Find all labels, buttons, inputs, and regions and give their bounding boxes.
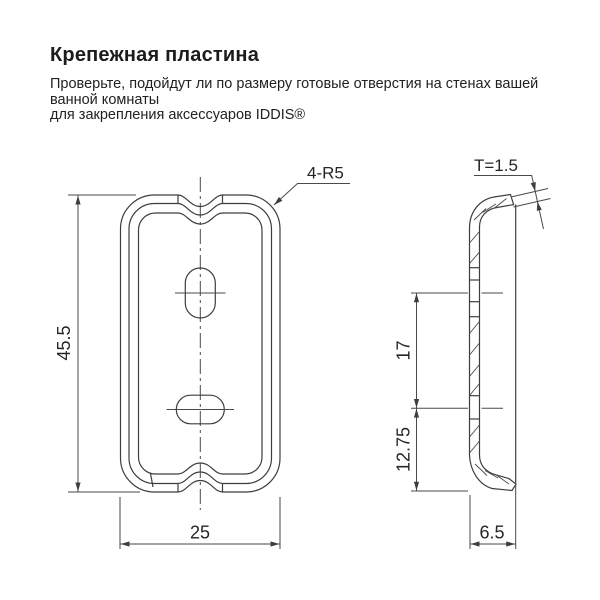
lower-offset-label: 12.75: [393, 426, 414, 473]
lower-offset-dimension: [394, 408, 469, 491]
thickness-callout: [474, 156, 551, 229]
profile-outline: [470, 195, 517, 491]
height-dimension: [54, 195, 140, 492]
thickness-label: T=1.5: [474, 156, 518, 175]
page-title-text: Крепежная пластина: [50, 44, 260, 66]
description-line-1: Проверьте, подойдут ли по размеру готовые отверстия на стенах вашей ванной комнаты: [50, 76, 539, 108]
corner-radius-label: 4-R5: [307, 163, 344, 183]
depth-dimension: [470, 483, 516, 549]
hole-spacing-dimension: [394, 293, 504, 408]
width-dimension: [120, 497, 280, 549]
side-view: [394, 156, 551, 549]
height-dimension-label: 45.5: [54, 325, 74, 361]
corner-radius-callout: [274, 164, 350, 206]
corner-tangent-tick: [151, 474, 154, 488]
front-view: [54, 164, 350, 550]
section-hatching: [470, 199, 510, 485]
width-dimension-label: 25: [189, 522, 211, 543]
hole-spacing-label: 17: [393, 340, 414, 361]
description-line-2: для закрепления аксессуаров IDDIS®: [50, 107, 306, 123]
depth-dimension-label: 6.5: [479, 522, 505, 543]
slot-opening-edges: [470, 268, 480, 419]
